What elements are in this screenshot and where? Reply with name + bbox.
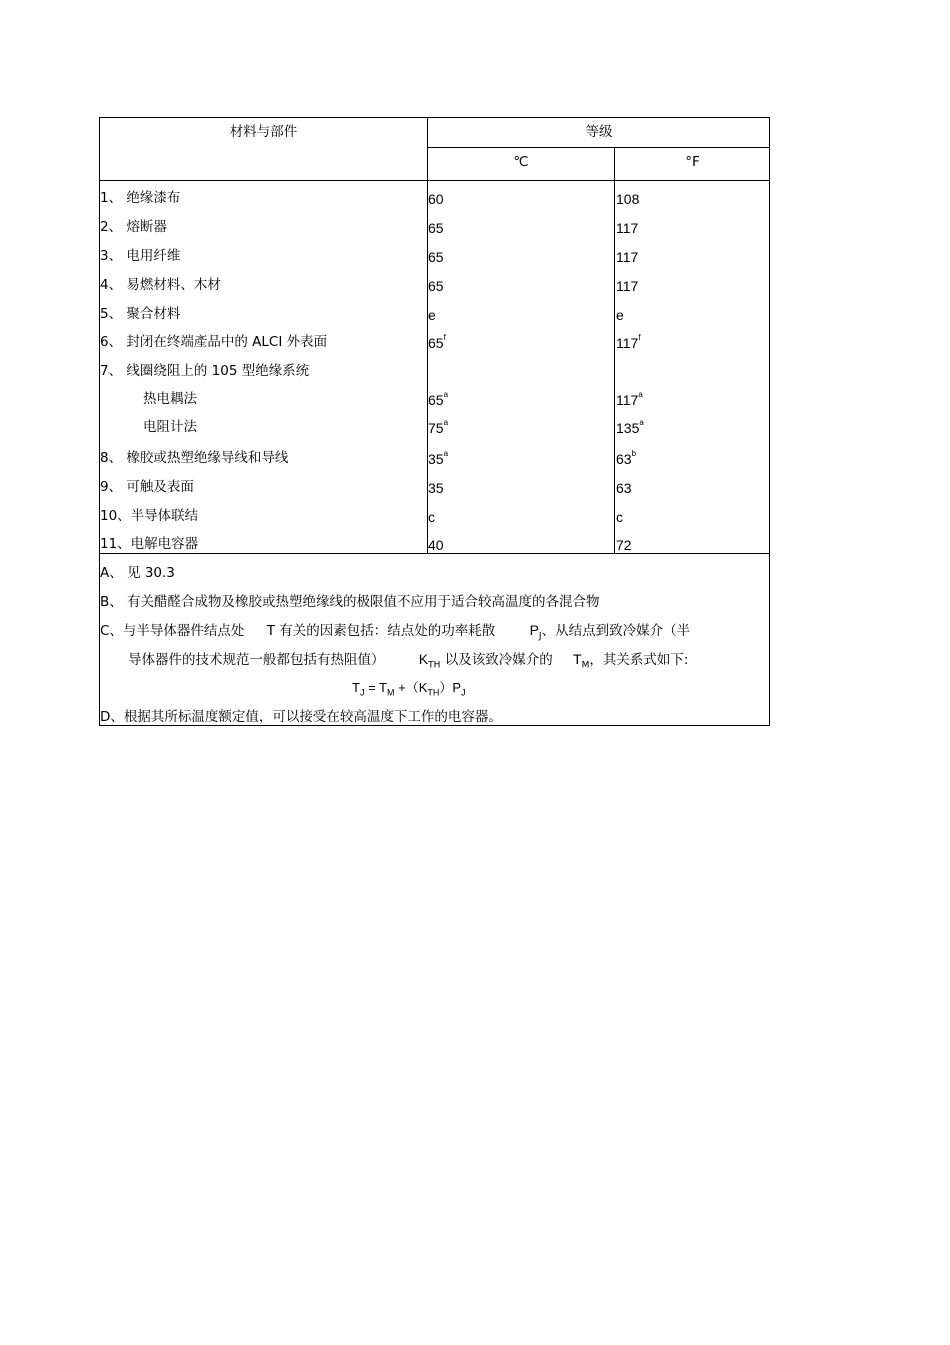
row-label: 8、 橡胶或热塑绝缘导线和导线 (100, 450, 289, 466)
divider-grade-units (427, 147, 770, 148)
row-celsius: 35 (428, 480, 444, 496)
row-fahrenheit: 63 (616, 480, 632, 496)
divider-c-f (614, 147, 615, 554)
row-fahrenheit: 117$^a$ (616, 390, 643, 408)
row-fahrenheit: 117 (616, 278, 639, 294)
note-c-text-6: ，其关系式如下: (589, 652, 689, 668)
row-label: 电阻计法 (143, 419, 197, 435)
row-celsius: 65$^f$ (428, 333, 446, 351)
note-c-line1 (100, 622, 691, 642)
row-celsius: 65 (428, 220, 444, 236)
note-c-text-5: 以及该致冷媒介的 (444, 652, 553, 668)
row-fahrenheit: 63$^b$ (616, 449, 637, 467)
note-c-formula: $T_J = T_M +(K_{TH})P_J$ (352, 680, 466, 698)
note-c-kth: $K_{TH}$ (418, 651, 441, 671)
row-celsius: 65 (428, 278, 444, 294)
row-label: 4、 易燃材料、木材 (100, 277, 221, 293)
row-celsius: 65$^a$ (428, 390, 449, 408)
row-label: 6、 封闭在终端產品中的 ALCI 外表面 (100, 334, 328, 350)
row-label: 5、 聚合材料 (100, 306, 181, 322)
row-celsius: 60 (428, 191, 444, 207)
note-a: A、 见 30.3 (100, 565, 175, 581)
divider-header-body (100, 180, 770, 181)
row-celsius: c (428, 509, 435, 525)
row-celsius: 75$^a$ (428, 418, 449, 436)
header-fahrenheit: °F (685, 154, 700, 170)
note-c-line2 (128, 651, 689, 671)
divider-body-notes (100, 553, 770, 554)
row-label: 1、 绝缘漆布 (100, 190, 181, 206)
row-fahrenheit: 108 (616, 191, 640, 207)
note-c-tm: $T_M$ (573, 651, 590, 671)
row-label: 热电耦法 (143, 391, 197, 407)
row-fahrenheit: 117 (616, 220, 639, 236)
note-b: B、 有关醋醛合成物及橡胶或热塑绝缘线的极限值不应用于适合较高温度的各混合物 (100, 594, 600, 610)
row-celsius: 35$^a$ (428, 449, 449, 467)
row-fahrenheit: 117$^f$ (616, 333, 641, 351)
row-fahrenheit: 72 (616, 537, 632, 553)
note-c-text-4: 导体器件的技术规范一般都包括有热阻值） (128, 652, 385, 668)
temperature-limits-table (99, 117, 770, 726)
row-celsius: 65 (428, 249, 444, 265)
header-material: 材料与部件 (229, 124, 298, 140)
row-label: 10、半导体联结 (100, 508, 199, 524)
row-celsius: 40 (428, 537, 444, 553)
header-grade: 等级 (585, 124, 613, 140)
note-c-text-3: 、从结点到致冷媒介（半 (541, 623, 691, 639)
note-c-pj: $P_J$ (529, 622, 542, 642)
row-fahrenheit: 117 (616, 249, 639, 265)
note-c-text-1: C、与半导体器件结点处 (100, 623, 245, 639)
row-fahrenheit: 135$^a$ (616, 418, 644, 436)
note-c-text-2: T 有关的因素包括：结点处的功率耗散 (266, 623, 496, 639)
row-celsius: e (428, 307, 436, 323)
row-label: 7、 线圈绕阻上的 105 型绝缘系统 (100, 363, 310, 379)
row-fahrenheit: c (616, 509, 623, 525)
row-fahrenheit: e (616, 307, 624, 323)
row-label: 2、 熔断器 (100, 219, 167, 235)
header-celsius: ℃ (513, 154, 529, 170)
row-label: 3、 电用纤维 (100, 248, 181, 264)
note-d: D、根据其所标温度额定值，可以接受在较高温度下工作的电容器。 (100, 709, 502, 725)
row-label: 9、 可触及表面 (100, 479, 194, 495)
row-label: 11、电解电容器 (100, 536, 199, 552)
